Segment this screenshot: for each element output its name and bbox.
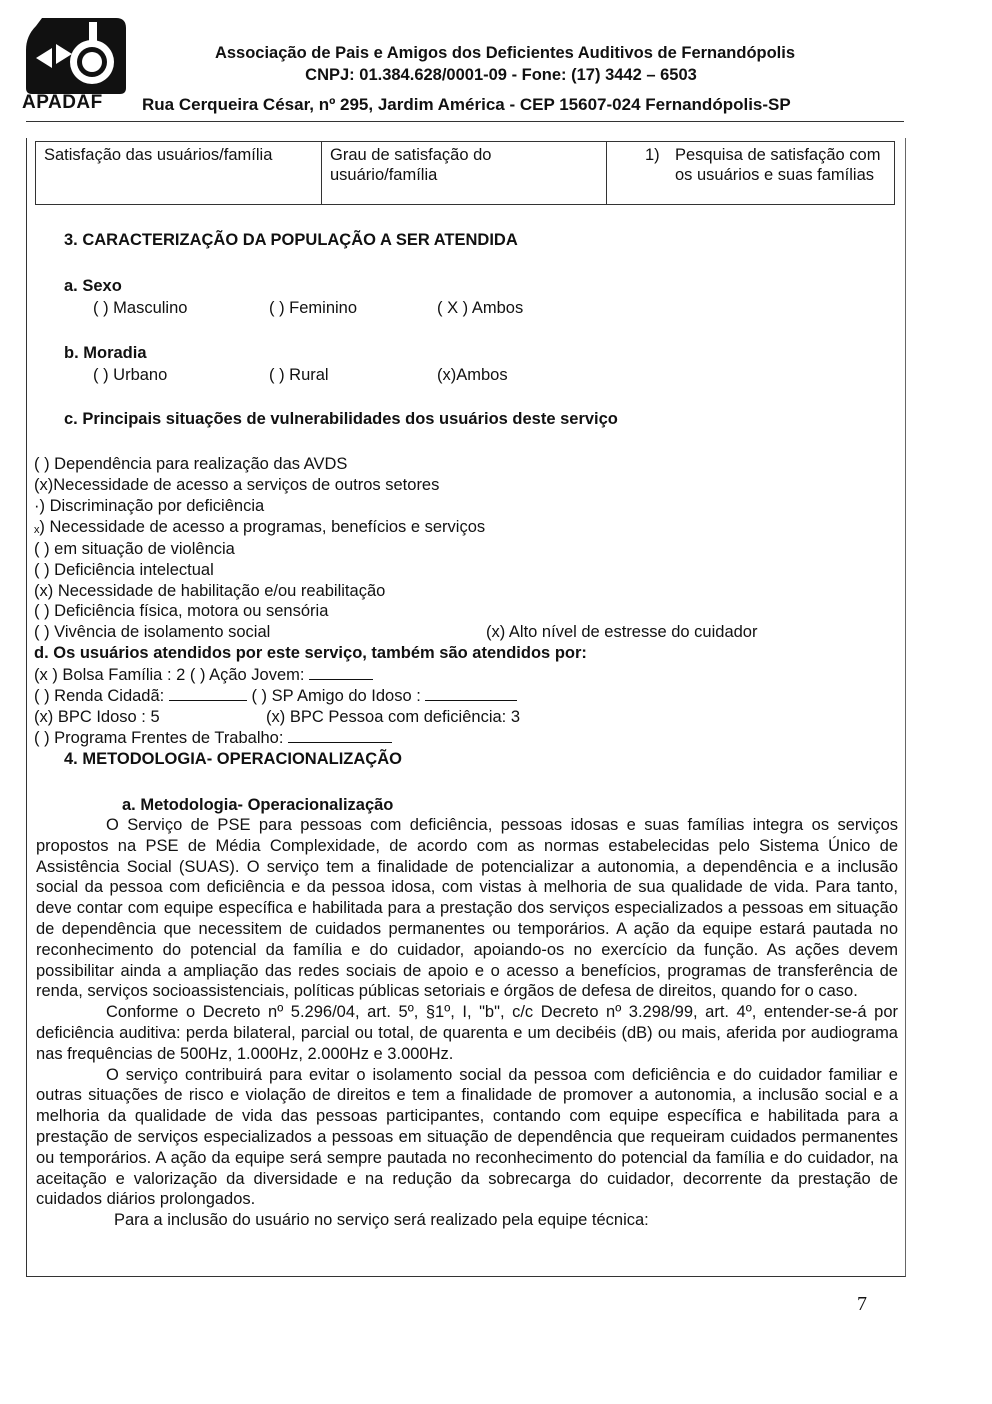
benefit-sp-amigo: ( ) SP Amigo do Idoso :: [251, 687, 421, 705]
moradia-option-urbano: ( ) Urbano: [93, 366, 168, 384]
vulnerability-item: ( ) Dependência para realização das AVDS: [34, 455, 348, 473]
satisfaction-table: [35, 141, 895, 205]
vulnerability-item: ·) Discriminação por deficiência: [34, 497, 265, 515]
address-line: Rua Cerqueira César, nº 295, Jardim América - CEP 15607-024 Fernandópolis-SP: [142, 95, 791, 114]
sexo-option-masculino: ( ) Masculino: [93, 299, 188, 317]
blank-line: [288, 729, 392, 743]
benefit-line-4: [34, 728, 392, 748]
org-name: Associação de Pais e Amigos dos Deficientes Auditivos de Fernandópolis: [214, 44, 796, 62]
vulnerability-item: (x)Necessidade de acesso a serviços de outros setores: [34, 476, 440, 494]
sexo-option-feminino: ( ) Feminino: [269, 299, 358, 317]
vulnerability-item: ( ) em situação de violência: [34, 540, 235, 558]
vulnerability-item: ( ) Deficiência física, motora ou sensória: [34, 602, 329, 620]
moradia-option-rural: ( ) Rural: [269, 366, 329, 384]
sexo-title: a. Sexo: [64, 277, 122, 295]
blank-line: [425, 687, 517, 701]
table-cell-measure: Grau de satisfação do usuário/família: [322, 142, 607, 204]
instrument-number: 1): [645, 146, 660, 164]
vulnerability-item-extra: (x) Alto nível de estresse do cuidador: [486, 623, 758, 641]
d-title: d. Os usuários atendidos por este serviço, também são atendidos por:: [34, 644, 587, 662]
page-number: 7: [857, 1293, 867, 1315]
benefit-bpc-idoso: (x) BPC Idoso : 5: [34, 708, 160, 726]
table-cell-indicator: Satisfação das usuários/família: [36, 142, 322, 204]
blank-line: [309, 666, 373, 680]
blank-line: [169, 687, 247, 701]
moradia-option-ambos: (x)Ambos: [437, 366, 508, 384]
section-4a-title: a. Metodologia- Operacionalização: [122, 796, 394, 814]
cnpj-line: CNPJ: 01.384.628/0001-09 - Fone: (17) 3442 – 6503: [305, 66, 697, 84]
instrument-text: Pesquisa de satisfação com os usuários e suas famílias: [675, 146, 881, 184]
paragraph: O Serviço de PSE para pessoas com deficiência, pessoas idosas e suas famílias integra os serviços propostos na PSE de Média Complexidade, de acordo com as normas estabelecidas pelo Sistema Único de Assistência Social (SUAS). O serviço tem a finalidade de potencializar a autonomia, a dependência e a inclusão social da pessoa com deficiência e da pessoa idosa, com vistas à melhoria de sua qualidade de vida. Para tanto, deve contar com equipe específica e habilitada para a prestação dos serviços especializados a pessoas em situação de dependência que necessitem de cuidados permanentes ou temporários. A ação da equipe estará pautada no reconhecimento do potencial da família e do cuidador, apoiando-os no exercício da função. As ações devem possibilitar ainda a ampliação das redes sociais de apoio e o acesso a benefícios, programas de transferência de renda, serviços socioassistenciais, políticas públicas setoriais e órgãos de defesa de direitos, quando for o caso.: [36, 816, 898, 1001]
vulnerability-item: ₓ) Necessidade de acesso a programas, benefícios e serviços: [34, 518, 486, 536]
section-3-title: 3. CARACTERIZAÇÃO DA POPULAÇÃO A SER ATENDIDA: [64, 231, 518, 249]
benefit-bolsa-acao: (x ) Bolsa Família : 2 ( ) Ação Jovem:: [34, 666, 305, 684]
vulnerability-item: ( ) Vivência de isolamento social: [34, 623, 271, 641]
paragraph: Conforme o Decreto nº 5.296/04, art. 5º, §1º, I, "b", c/c Decreto nº 3.298/99, art. 4º, entender-se-á por deficiência auditiva: perda bilateral, parcial ou total, de quarenta e um decibéis (dB) ou mais, aferida por audiograma nas frequências de 500Hz, 1.000Hz, 2.000Hz e 3.000Hz.: [36, 1003, 898, 1063]
benefit-renda-cidada: ( ) Renda Cidadã:: [34, 687, 165, 705]
vulnerability-item: (x) Necessidade de habilitação e/ou reabilitação: [34, 582, 386, 600]
logo-text: APADAF: [22, 92, 103, 113]
vulnerability-title: c. Principais situações de vulnerabilidades dos usuários deste serviço: [64, 410, 618, 428]
moradia-title: b. Moradia: [64, 344, 147, 362]
paragraph: O serviço contribuirá para evitar o isolamento social da pessoa com deficiência e do cuidador familiar e outras situações de risco e violação de direitos e tem a finalidade de promover a autonomia, a inclusão social e a melhoria da qualidade de vida das pessoas participantes, contando com equipe específica e habilitada para a prestação de serviços especializados a pessoas em situação de dependência que requeiram cuidados permanentes ou temporários. A ação da equipe será sempre pautada no reconhecimento do potencial da família e do cuidador, na aceitação e valorização da diversidade e na redução da sobrecarga do cuidador, decorrente da prestação de cuidados diários prolongados.: [36, 1065, 898, 1209]
table-cell-instrument: [607, 142, 894, 204]
benefit-bpc-deficiencia: (x) BPC Pessoa com deficiência: 3: [266, 708, 521, 726]
benefit-line-2: [34, 686, 517, 706]
methodology-text: [36, 815, 898, 1231]
benefit-line-1: [34, 665, 373, 685]
sexo-option-ambos: ( X ) Ambos: [437, 299, 524, 317]
header-divider: [26, 121, 904, 122]
section-4-title: 4. METODOLOGIA- OPERACIONALIZAÇÃO: [64, 750, 402, 768]
paragraph: Para a inclusão do usuário no serviço será realizado pela equipe técnica:: [114, 1211, 649, 1230]
vulnerability-item: ( ) Deficiência intelectual: [34, 561, 214, 579]
benefit-frentes-trabalho: ( ) Programa Frentes de Trabalho:: [34, 729, 284, 747]
